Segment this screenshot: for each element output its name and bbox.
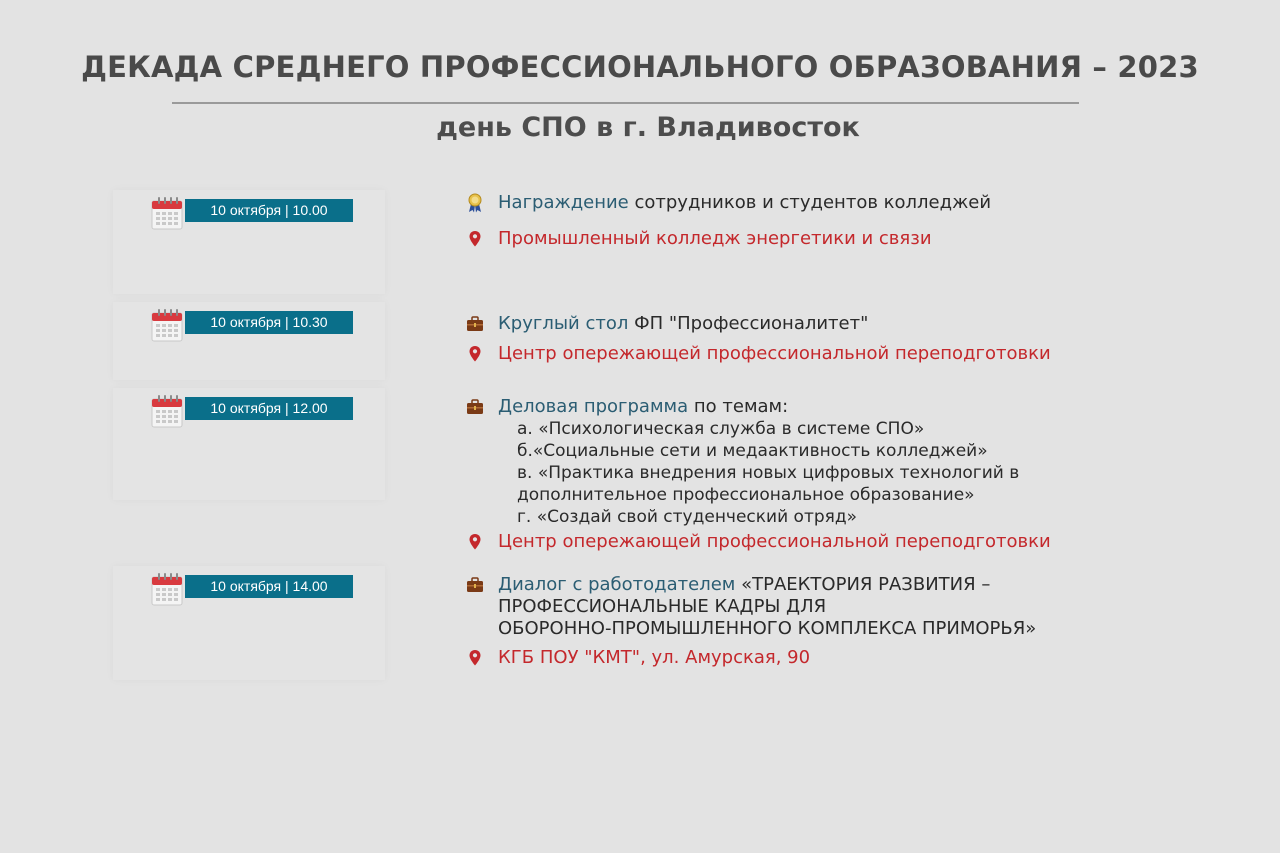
event-kind: Награждение <box>498 192 629 213</box>
event-text: ФП "Профессионалитет" <box>628 313 869 334</box>
event-employer-dialog <box>466 574 1166 669</box>
topic-item: а. «Психологическая служба в системе СПО» <box>517 419 925 439</box>
event-round-table <box>466 313 1166 365</box>
briefcase-icon <box>466 575 484 595</box>
event-title-line <box>466 396 1166 418</box>
date-label: 10 октября | 14.00 <box>185 575 353 598</box>
event-kind: Диалог с работодателем <box>498 574 736 595</box>
date-card-3 <box>113 388 385 500</box>
briefcase-icon <box>466 397 484 417</box>
topic-item: г. «Создай свой студенческий отряд» <box>517 507 858 527</box>
calendar-icon <box>150 195 186 231</box>
event-location-line <box>466 647 1166 669</box>
title-divider <box>172 102 1079 104</box>
topic-item: б.«Социальные сети и медаактивность колледжей» <box>517 441 988 461</box>
event-location: Промышленный колледж энергетики и связи <box>498 228 932 249</box>
event-text-continued: ОБОРОННО-ПРОМЫШЛЕННОГО КОМПЛЕКСА ПРИМОРЬЯ» <box>498 618 1037 639</box>
location-pin-icon <box>466 344 484 364</box>
event-business-program <box>466 396 1166 553</box>
event-text-continued: ПРОФЕССИОНАЛЬНЫЕ КАДРЫ ДЛЯ <box>498 596 827 617</box>
event-location: Центр опережающей профессиональной переподготовки <box>498 343 1051 364</box>
date-label: 10 октября | 12.00 <box>185 397 353 420</box>
date-label: 10 октября | 10.00 <box>185 199 353 222</box>
calendar-icon <box>150 393 186 429</box>
event-location: Центр опережающей профессиональной переподготовки <box>498 531 1051 552</box>
event-title-line <box>466 192 1166 214</box>
award-ribbon-icon <box>466 193 484 213</box>
event-location: КГБ ПОУ "КМТ", ул. Амурская, 90 <box>498 647 811 668</box>
calendar-icon <box>150 307 186 343</box>
calendar-icon <box>150 571 186 607</box>
page-subtitle: день СПО в г. Владивосток <box>436 112 860 143</box>
event-kind: Деловая программа <box>498 396 689 417</box>
date-card-1 <box>113 190 385 294</box>
topic-list <box>466 418 1166 528</box>
date-card-2 <box>113 302 385 380</box>
event-text: по темам: <box>688 396 789 417</box>
event-title-line <box>466 313 1166 335</box>
event-location-line <box>466 228 1166 250</box>
event-kind: Круглый стол <box>498 313 629 334</box>
date-card-4 <box>113 566 385 680</box>
event-title-line <box>466 574 1166 596</box>
location-pin-icon <box>466 532 484 552</box>
event-text: сотрудников и студентов колледжей <box>628 192 992 213</box>
event-awards <box>466 192 1166 250</box>
location-pin-icon <box>466 648 484 668</box>
event-location-line <box>466 531 1166 553</box>
location-pin-icon <box>466 229 484 249</box>
event-location-line <box>466 343 1166 365</box>
page-title: ДЕКАДА СРЕДНЕГО ПРОФЕССИОНАЛЬНОГО ОБРАЗОВАНИЯ – 2023 <box>81 50 1199 84</box>
briefcase-icon <box>466 314 484 334</box>
date-label: 10 октября | 10.30 <box>185 311 353 334</box>
topic-item: в. «Практика внедрения новых цифровых технологий в <box>517 463 1020 483</box>
topic-item: дополнительное профессиональное образование» <box>517 485 975 505</box>
event-text: «ТРАЕКТОРИЯ РАЗВИТИЯ – <box>735 574 991 595</box>
